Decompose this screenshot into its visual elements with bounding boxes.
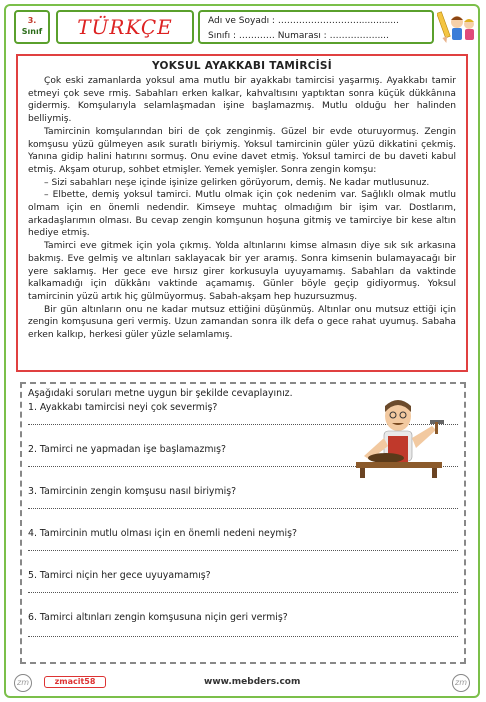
- class-number-field: Sınıfı : ………… Numarası : …………….....: [208, 31, 389, 41]
- question-4: 4. Tamircinin mutlu olması için en önemli nedeni neymiş?: [28, 528, 297, 539]
- grade-number: 3.: [27, 16, 37, 25]
- footer-code: zmacit58: [44, 676, 106, 688]
- children-pencil-illustration: [437, 8, 477, 46]
- shoemaker-illustration: [346, 396, 452, 478]
- story-paragraph: – Elbette, demiş yoksul tamirci. Mutlu olmak için çok nedenim var. Sağlıklı olmak mutlu olmam için en önemli nedendir. Kimseye muhtaç olmadığım bir işim var. Dostlarım, arkadaşlarımın olması. Bu cevap zengin komşunun hoşuna gitmiş ve tamirciye bir kese altın hediye etmiş.: [28, 190, 456, 239]
- questions-intro: Aşağıdaki soruları metne uygun bir şekilde cevaplayınız.: [28, 388, 293, 399]
- story-title: YOKSUL AYAKKABI TAMİRCİSİ: [151, 60, 333, 72]
- story-box: [16, 54, 468, 372]
- question-2: 2. Tamirci ne yapmadan işe başlamazmış?: [28, 444, 226, 455]
- question-5: 5. Tamirci niçin her gece uyuyamamış?: [28, 570, 211, 581]
- name-field: Adı ve Soyadı : ………………………..............: [208, 16, 399, 26]
- answer-line-4[interactable]: [28, 550, 458, 551]
- answer-line-3[interactable]: [28, 508, 458, 509]
- question-6: 6. Tamirci altınları zengin komşusuna niçin geri vermiş?: [28, 612, 288, 623]
- question-3: 3. Tamircinin zengin komşusu nasıl biriymiş?: [28, 486, 237, 497]
- subject-title: TÜRKÇE: [56, 10, 194, 44]
- grade-word: Sınıf: [21, 27, 43, 36]
- footer-website[interactable]: www.mebders.com: [204, 677, 301, 687]
- story-paragraph: Tamirci eve gitmek için yola çıkmış. Yolda altınlarını kimse almasın diye sık sık arkasına bakmış. Eve gelmiş ve altınları saklayacak bir yer aramış. Sonra kimsenin bulamayacağı bir yere saklamış. Her gece eve hırsız girer korkusuyla uyuyamamış. Sabahları da vaktinde kalkamadığı için dükkânı vaktinde açamamış. Günler böyle geçip gidiyormuş. Yoksul tamircinin yüzü artık hiç gülmüyormuş. Sabah-akşam hep huzursuzmuş.: [28, 241, 456, 302]
- answer-line-5[interactable]: [28, 592, 458, 593]
- story-paragraph: Tamircinin komşularından biri de çok zenginmiş. Güzel bir evde oturuyormuş. Zengin komşusu yüzü gülmeyen asık suratlı biriymiş. Yoksul tamircinin güler yüzü dikkatini çekmiş. Yanına gidip halini hatırını sormuş. Onu evine davet etmiş. Yoksul tamirci de bu daveti kabul etmiş. Akşam oturup, sohbet etmişler. Yemek yemişler. Sonra zengin komşu:: [28, 126, 456, 175]
- answer-line-6[interactable]: [28, 636, 458, 637]
- footer-logo-right: zm: [452, 674, 470, 692]
- story-paragraph: Bir gün altınların onu ne kadar mutsuz ettiğini düşünmüş. Altınlar onu mutsuz ettiği için zengin komşusuna geri vermiş. Uzun zamandan sonra ilk defa o gece rahat uyumuş. Sabaha erken kalkıp, herkesi güler yüzle selamlamış.: [28, 304, 456, 341]
- story-text: [28, 75, 456, 342]
- footer-logo-left: zm: [14, 674, 32, 692]
- grade-badge: [14, 10, 50, 44]
- question-1: 1. Ayakkabı tamircisi neyi çok severmiş?: [28, 402, 218, 413]
- footer: [14, 674, 472, 692]
- story-paragraph: – Sizi sabahları neşe içinde işinize gelirken görüyorum, demiş. Ne kadar mutlusunuz.: [44, 177, 430, 188]
- student-info: [198, 10, 434, 44]
- story-paragraph: Çok eski zamanlarda yoksul ama mutlu bir ayakkabı tamircisi yaşarmış. Ayakkabı tamir etmeyi çok seve rmiş. Sabahları erken kalkar, kahvaltısını yaptıktan sonra küçük dükkânına gidermiş. Komşularıyla selamlaşmadan işine başlamazmış. Mutlu olduğu her halinden belliymiş.: [28, 76, 456, 125]
